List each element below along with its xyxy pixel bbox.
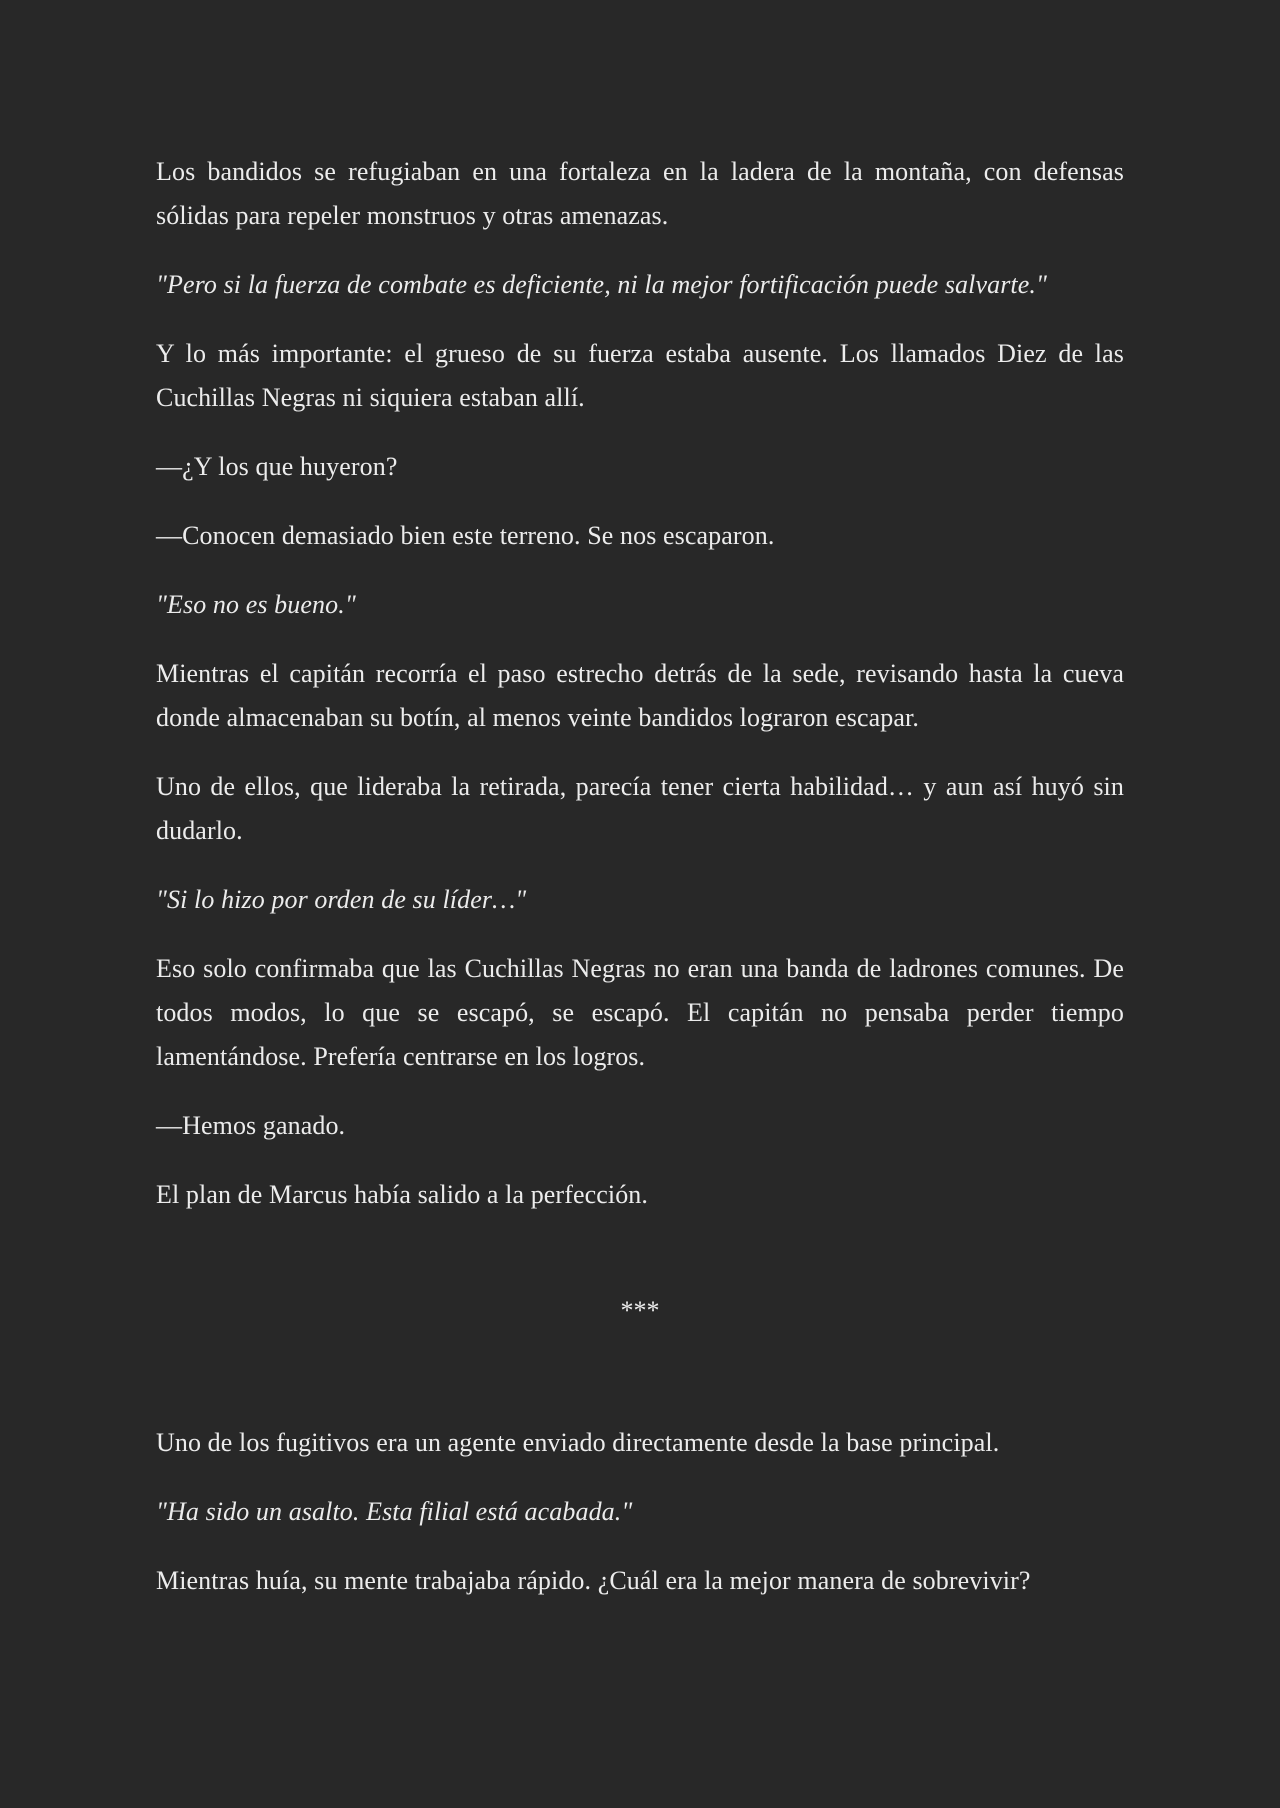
paragraph: Mientras el capitán recorría el paso estrecho detrás de la sede, revisando hasta la cueva donde almacenaban su botín, al menos veinte bandidos lograron escapar. (156, 659, 1124, 732)
thought-paragraph: "Ha sido un asalto. Esta filial está acabada." (156, 1497, 633, 1526)
scene-separator: *** (620, 1296, 660, 1325)
dialogue-paragraph: —¿Y los que huyeron? (156, 452, 398, 481)
dialogue-paragraph: —Conocen demasiado bien este terreno. Se nos escaparon. (156, 521, 775, 550)
paragraph: Uno de los fugitivos era un agente enviado directamente desde la base principal. (156, 1428, 1000, 1457)
chapter-content (156, 150, 1124, 1603)
paragraph: Y lo más importante: el grueso de su fuerza estaba ausente. Los llamados Diez de las Cuchillas Negras ni siquiera estaban allí. (156, 339, 1124, 412)
dialogue-paragraph: —Hemos ganado. (156, 1111, 346, 1140)
paragraph: Uno de ellos, que lideraba la retirada, parecía tener cierta habilidad… y aun así huyó sin dudarlo. (156, 772, 1124, 845)
paragraph: El plan de Marcus había salido a la perfección. (156, 1180, 648, 1209)
thought-paragraph: "Si lo hizo por orden de su líder…" (156, 885, 527, 914)
thought-paragraph: "Pero si la fuerza de combate es deficiente, ni la mejor fortificación puede salvarte." (156, 270, 1047, 299)
thought-paragraph: "Eso no es bueno." (156, 590, 356, 619)
paragraph: Eso solo confirmaba que las Cuchillas Negras no eran una banda de ladrones comunes. De todos modos, lo que se escapó, se escapó. El capitán no pensaba perder tiempo lamentándose. Prefería centrarse en los logros. (156, 954, 1124, 1071)
paragraph: Mientras huía, su mente trabajaba rápido. ¿Cuál era la mejor manera de sobrevivir? (156, 1566, 1031, 1595)
paragraph: Los bandidos se refugiaban en una fortaleza en la ladera de la montaña, con defensas sólidas para repeler monstruos y otras amenazas. (156, 157, 1124, 230)
